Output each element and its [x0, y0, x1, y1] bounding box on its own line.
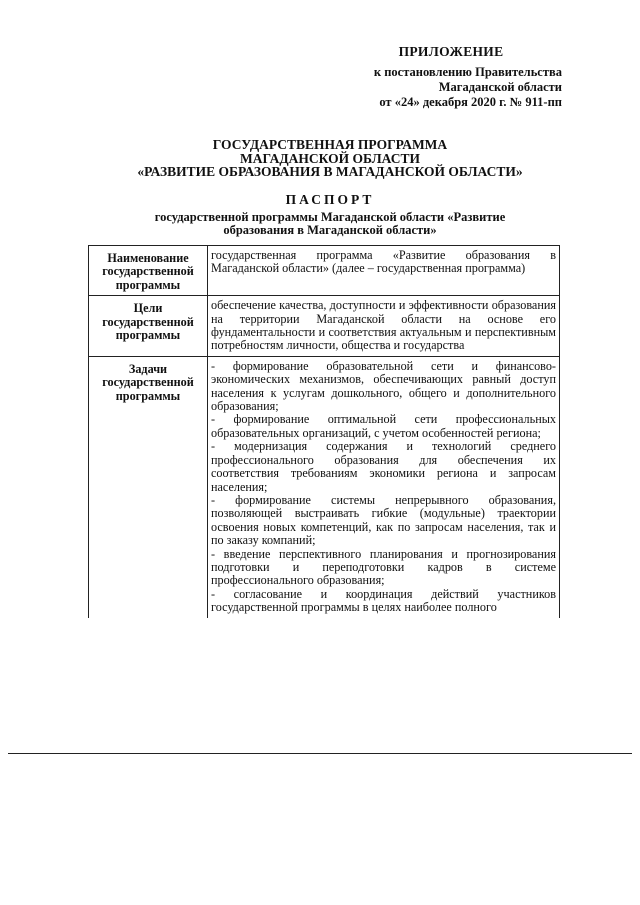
row-value-name: государственная программа «Развитие образования в Магаданской области» (далее – государственная программа): [208, 246, 560, 296]
row-label-goals: Цели государственной программы: [89, 296, 208, 357]
task-item: - введение перспективного планирования и прогнозирования подготовки и переподготовки кадров в системе профессионального образования;: [211, 546, 556, 588]
appendix-title: ПРИЛОЖЕНИЕ: [398, 44, 504, 59]
task-item: - согласование и координация действий участников государственной программы в целях наиболее полного: [211, 586, 556, 615]
row-label-tasks: Задачи государственной программы: [89, 356, 208, 617]
task-item: - формирование системы непрерывного образования, позволяющей выстраивать гибкие (модульные) траектории освоения новых компетенций, как по запросам населения, так и по заказу компаний;: [211, 492, 556, 548]
task-item: - формирование оптимальной сети профессиональных образовательных организаций, с учетом особенностей региона;: [211, 412, 556, 440]
table-row-name: [89, 246, 560, 296]
task-item: - формирование образовательной сети и финансово-экономических механизмов, обеспечивающих равный доступ населения к услугам дошкольного, общего и дополнительного образования;: [211, 358, 556, 414]
task-item: - модернизация содержания и технологий среднего профессионального образования для обеспечения их соответствия требованиям экономики региона и запросам населения;: [211, 439, 556, 494]
row-value-tasks: [208, 356, 560, 617]
appendix-line-resolution: к постановлению Правительства: [373, 65, 562, 79]
passport-subtitle-line-1: государственной программы Магаданской области «Развитие: [154, 210, 506, 224]
page-bottom-divider: [8, 753, 632, 754]
appendix-block: [300, 44, 562, 110]
passport-subtitle: [90, 211, 570, 237]
table-row-tasks: [89, 356, 560, 617]
program-title-line-1: ГОСУДАРСТВЕННАЯ ПРОГРАММА: [212, 137, 448, 152]
passport-subtitle-line-2: образования в Магаданской области»: [223, 223, 437, 237]
appendix-line-region: Магаданской области: [438, 80, 562, 94]
row-label-name: Наименование государственной программы: [89, 246, 208, 296]
passport-table: [88, 245, 560, 618]
table-row-goals: [89, 296, 560, 357]
appendix-line-date: от «24» декабря 2020 г. № 911-пп: [379, 95, 562, 109]
passport-heading: ПАСПОРТ: [285, 192, 375, 207]
row-value-goals: обеспечение качества, доступности и эффективности образования на территории Магаданской области на основе его фундаментальности и соответствия актуальным и перспективным потребностям личности, общества и государства: [208, 296, 560, 357]
program-title-line-2: МАГАДАНСКОЙ ОБЛАСТИ: [240, 150, 420, 166]
program-title-line-3: «РАЗВИТИЕ ОБРАЗОВАНИЯ В МАГАДАНСКОЙ ОБЛАСТИ»: [137, 164, 523, 179]
program-title: [80, 138, 580, 179]
